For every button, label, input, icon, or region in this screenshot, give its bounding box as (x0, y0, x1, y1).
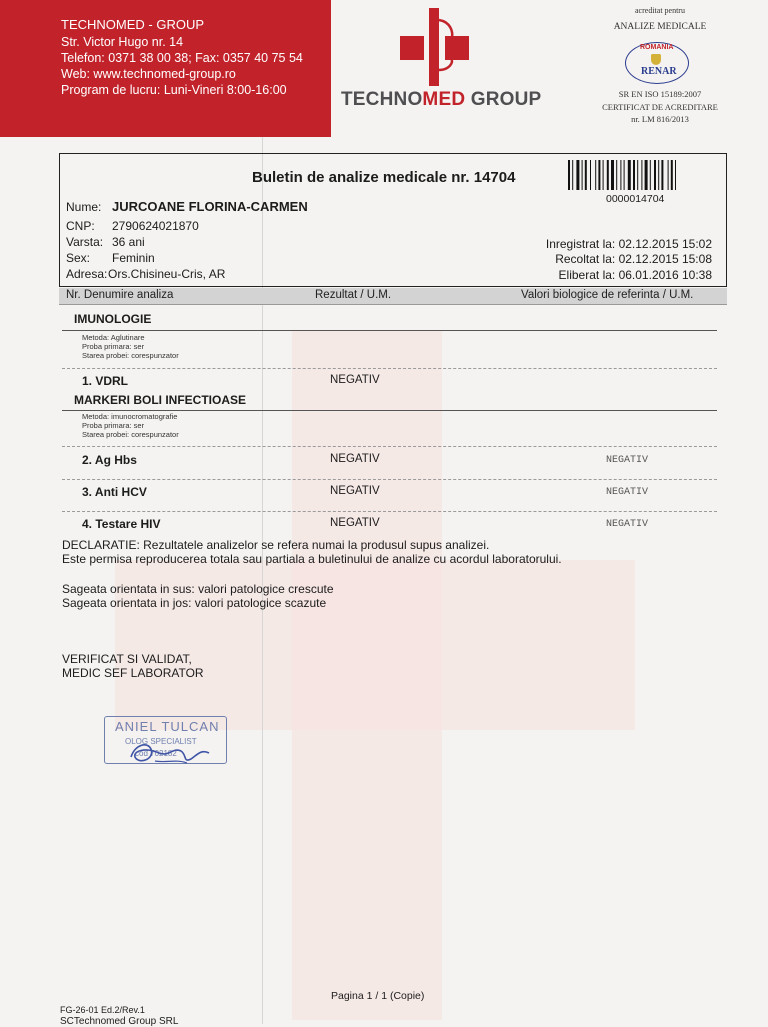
signature-icon (125, 735, 215, 771)
page-number: Pagina 1 / 1 (Copie) (331, 990, 425, 1002)
validation-line2: MEDIC SEF LABORATOR (62, 666, 204, 680)
sample-type-text: Proba primara: ser (82, 342, 145, 351)
accreditation-standard: SR EN ISO 15189:2007 (618, 89, 702, 99)
company-address: Str. Victor Hugo nr. 14 (61, 35, 184, 49)
test-result: NEGATIV (330, 453, 380, 465)
cnp-label: CNP: (66, 219, 95, 233)
footer-company: SCTechnomed Group SRL (60, 1016, 179, 1027)
declaration-line1: DECLARATIE: Rezultatele analizelor se refera numai la produsul supus analizei. (62, 538, 490, 552)
accreditation-line1: acreditat pentru (635, 6, 685, 15)
technomed-logo-icon (395, 6, 475, 88)
test-reference: NEGATIV (606, 519, 649, 530)
section-divider (62, 410, 717, 411)
test-name: 1. VDRL (82, 374, 129, 388)
declaration-line2: Este permisa reproducerea totala sau partiala a buletinului de analize cu acordul laboratorului. (62, 552, 562, 566)
method-text: Metoda: imunocromatografie (82, 412, 178, 421)
stamp-name: ANIEL TULCAN (115, 719, 220, 734)
sex-label: Sex: (66, 251, 91, 265)
address-label: Adresa: (66, 267, 108, 281)
romania-crest-icon (651, 54, 661, 65)
row-divider (62, 511, 717, 512)
sample-state-text: Starea probei: corespunzator (82, 430, 179, 439)
renar-badge-word: RENAR (641, 66, 677, 77)
section-title: MARKERI BOLI INFECTIOASE (74, 393, 247, 407)
section-divider (62, 330, 717, 331)
arrow-down-note: Sageata orientata in jos: valori patologice scazute (62, 596, 327, 610)
company-hours: Program de lucru: Luni-Vineri 8:00-16:00 (61, 83, 287, 97)
test-result: NEGATIV (330, 485, 380, 497)
test-name: 2. Ag Hbs (82, 453, 137, 467)
test-result: NEGATIV (330, 374, 380, 386)
company-name: TECHNOMED - GROUP (61, 17, 204, 32)
released-date: Eliberat la: 06.01.2016 10:38 (558, 268, 712, 282)
patient-age: 36 ani (112, 235, 145, 249)
patient-address: Ors.Chisineu-Cris, AR (108, 267, 226, 281)
patient-sex: Feminin (112, 251, 155, 265)
patient-cnp: 2790624021870 (112, 219, 199, 233)
column-analysis-name: Nr. Denumire analiza (66, 289, 174, 301)
column-reference: Valori biologice de referinta / U.M. (521, 289, 694, 301)
stamp-title: OLOG SPECIALIST (125, 737, 197, 746)
test-reference: NEGATIV (606, 487, 649, 498)
row-divider (62, 479, 717, 480)
sample-state-text: Starea probei: corespunzator (82, 351, 179, 360)
patient-name: JURCOANE FLORINA-CARMEN (112, 199, 308, 214)
accreditation-number: nr. LM 816/2013 (631, 114, 689, 124)
method-text: Metoda: Aglutinare (82, 333, 145, 342)
barcode-number: 0000014704 (606, 193, 665, 205)
barcode-icon (568, 160, 705, 190)
name-label: Nume: (66, 200, 102, 214)
form-code: FG-26-01 Ed.2/Rev.1 (60, 1005, 145, 1015)
company-web: Web: www.technomed-group.ro (61, 67, 236, 81)
column-result: Rezultat / U.M. (315, 289, 392, 301)
test-name: 3. Anti HCV (82, 485, 147, 499)
section-title: IMUNOLOGIE (74, 312, 152, 326)
validation-line1: VERIFICAT SI VALIDAT, (62, 652, 192, 666)
test-name: 4. Testare HIV (82, 517, 161, 531)
collected-date: Recoltat la: 02.12.2015 15:08 (555, 252, 712, 266)
arrow-up-note: Sageata orientata in sus: valori patologice crescute (62, 582, 334, 596)
brand-wordmark: TECHNOMED GROUP (341, 89, 542, 110)
company-phone: Telefon: 0371 38 00 38; Fax: 0357 40 75 54 (61, 51, 303, 65)
registered-date: Inregistrat la: 02.12.2015 15:02 (545, 237, 712, 251)
age-label: Varsta: (66, 235, 104, 249)
company-info-block (0, 0, 331, 137)
row-divider (62, 368, 717, 369)
results-column-header (59, 288, 727, 305)
row-divider (62, 446, 717, 447)
stamp-code: cod 702182 (135, 749, 177, 758)
renar-badge-top: ROMANIA (640, 44, 674, 51)
test-reference: NEGATIV (606, 455, 649, 466)
report-title: Buletin de analize medicale nr. 14704 (252, 169, 516, 186)
test-result: NEGATIV (330, 517, 380, 529)
sample-type-text: Proba primara: ser (82, 421, 145, 430)
accreditation-line2: ANALIZE MEDICALE (613, 22, 707, 32)
accreditation-certificate: CERTIFICAT DE ACREDITARE (602, 102, 718, 112)
